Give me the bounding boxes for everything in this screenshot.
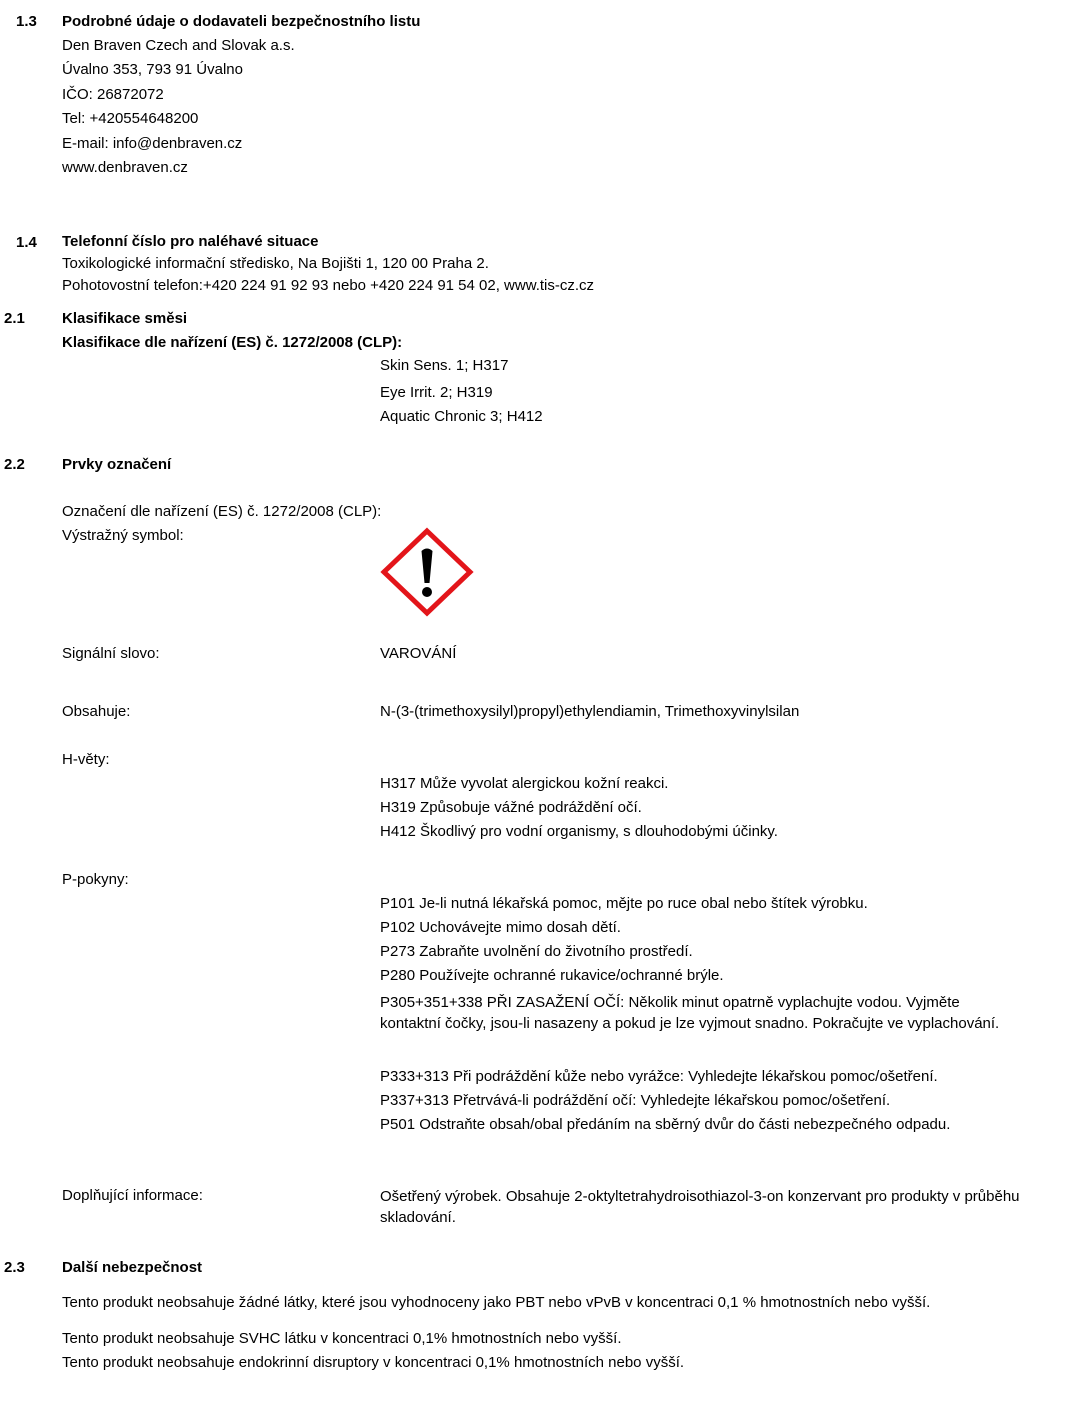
labeling-intro: Označení dle nařízení (ES) č. 1272/2008 (CLP): [62, 503, 382, 520]
h-statement: H412 Škodlivý pro vodní organismy, s dlouhodobými účinky. [380, 823, 778, 840]
section-title: Prvky označení [62, 456, 172, 473]
section-number: 2.2 [4, 456, 25, 473]
hazard-note: Tento produkt neobsahuje žádné látky, které jsou vyhodnoceny jako PBT nebo vPvB v koncentraci 0,1 % hmotnostních nebo vyšší. [62, 1294, 931, 1311]
p-statement: P101 Je-li nutná lékařská pomoc, mějte po ruce obal nebo štítek výrobku. [380, 895, 868, 912]
extra-info-value: Ošetřený výrobek. Obsahuje 2-oktyltetrahydroisothiazol-3-on konzervant pro produkty v průběhu skladování. [380, 1188, 1020, 1226]
p-statement: P280 Používejte ochranné rukavice/ochranné brýle. [380, 967, 724, 984]
p-statements-label: P-pokyny: [62, 871, 129, 888]
section-number: 2.1 [4, 310, 25, 327]
extra-info-label: Doplňující informace: [62, 1187, 203, 1204]
section-number: 2.3 [4, 1259, 25, 1276]
supplier-web: www.denbraven.cz [62, 159, 188, 176]
p-statement: P333+313 Při podráždění kůže nebo vyrážce: Vyhledejte lékařskou pomoc/ošetření. [380, 1068, 938, 1085]
emergency-phone: Pohotovostní telefon:+420 224 91 92 93 nebo +420 224 91 54 02, www.tis-cz.cz [62, 277, 595, 294]
classification-item: Eye Irrit. 2; H319 [380, 384, 493, 401]
emergency-center: Toxikologické informační středisko, Na Bojišti 1, 120 00 Praha 2. [62, 255, 489, 272]
section-subtitle: Klasifikace dle nařízení (ES) č. 1272/2008 (CLP): [62, 334, 403, 351]
contains-label: Obsahuje: [62, 703, 131, 720]
supplier-phone: Tel: +420554648200 [62, 110, 199, 127]
supplier-ico: IČO: 26872072 [62, 86, 164, 103]
p-statement: P273 Zabraňte uvolnění do životního prostředí. [380, 943, 693, 960]
supplier-name: Den Braven Czech and Slovak a.s. [62, 37, 295, 54]
classification-item: Aquatic Chronic 3; H412 [380, 408, 543, 425]
contains-value: N-(3-(trimethoxysilyl)propyl)ethylendiamin, Trimethoxyvinylsilan [380, 703, 800, 720]
h-statement: H319 Způsobuje vážné podráždění očí. [380, 799, 642, 816]
signal-word-value: VAROVÁNÍ [380, 645, 457, 662]
section-title: Další nebezpečnost [62, 1259, 203, 1276]
h-statements-label: H-věty: [62, 751, 110, 768]
classification-item: Skin Sens. 1; H317 [380, 357, 509, 374]
signal-word-label: Signální slovo: [62, 645, 160, 662]
hazard-note: Tento produkt neobsahuje SVHC látku v koncentraci 0,1% hmotnostních nebo vyšší. [62, 1330, 622, 1347]
supplier-email: E-mail: info@denbraven.cz [62, 135, 243, 152]
section-number: 1.4 [16, 234, 37, 251]
section-title: Podrobné údaje o dodavateli bezpečnostního listu [62, 13, 421, 30]
p-statement: P305+351+338 PŘI ZASAŽENÍ OČÍ: Několik minut opatrně vyplachujte vodou. Vyjměte kontaktní čočky, jsou-li nasazeny a pokud je lze vyjmout snadno. Pokračujte ve vyplachování. [380, 994, 1000, 1032]
section-number: 1.3 [16, 13, 37, 30]
exclamation-mark-icon [380, 527, 474, 617]
symbol-label: Výstražný symbol: [62, 527, 184, 544]
hazard-note: Tento produkt neobsahuje endokrinní disruptory v koncentraci 0,1% hmotnostních nebo vyšší. [62, 1354, 685, 1371]
section-title: Telefonní číslo pro naléhavé situace [62, 233, 319, 250]
h-statement: H317 Může vyvolat alergickou kožní reakci. [380, 775, 669, 792]
p-statement: P102 Uchovávejte mimo dosah dětí. [380, 919, 621, 936]
p-statement: P337+313 Přetrvává-li podráždění očí: Vyhledejte lékařskou pomoc/ošetření. [380, 1092, 891, 1109]
p-statement: P501 Odstraňte obsah/obal předáním na sběrný dvůr do části nebezpečného odpadu. [380, 1116, 951, 1133]
section-title: Klasifikace směsi [62, 310, 188, 327]
supplier-address: Úvalno 353, 793 91 Úvalno [62, 61, 243, 78]
